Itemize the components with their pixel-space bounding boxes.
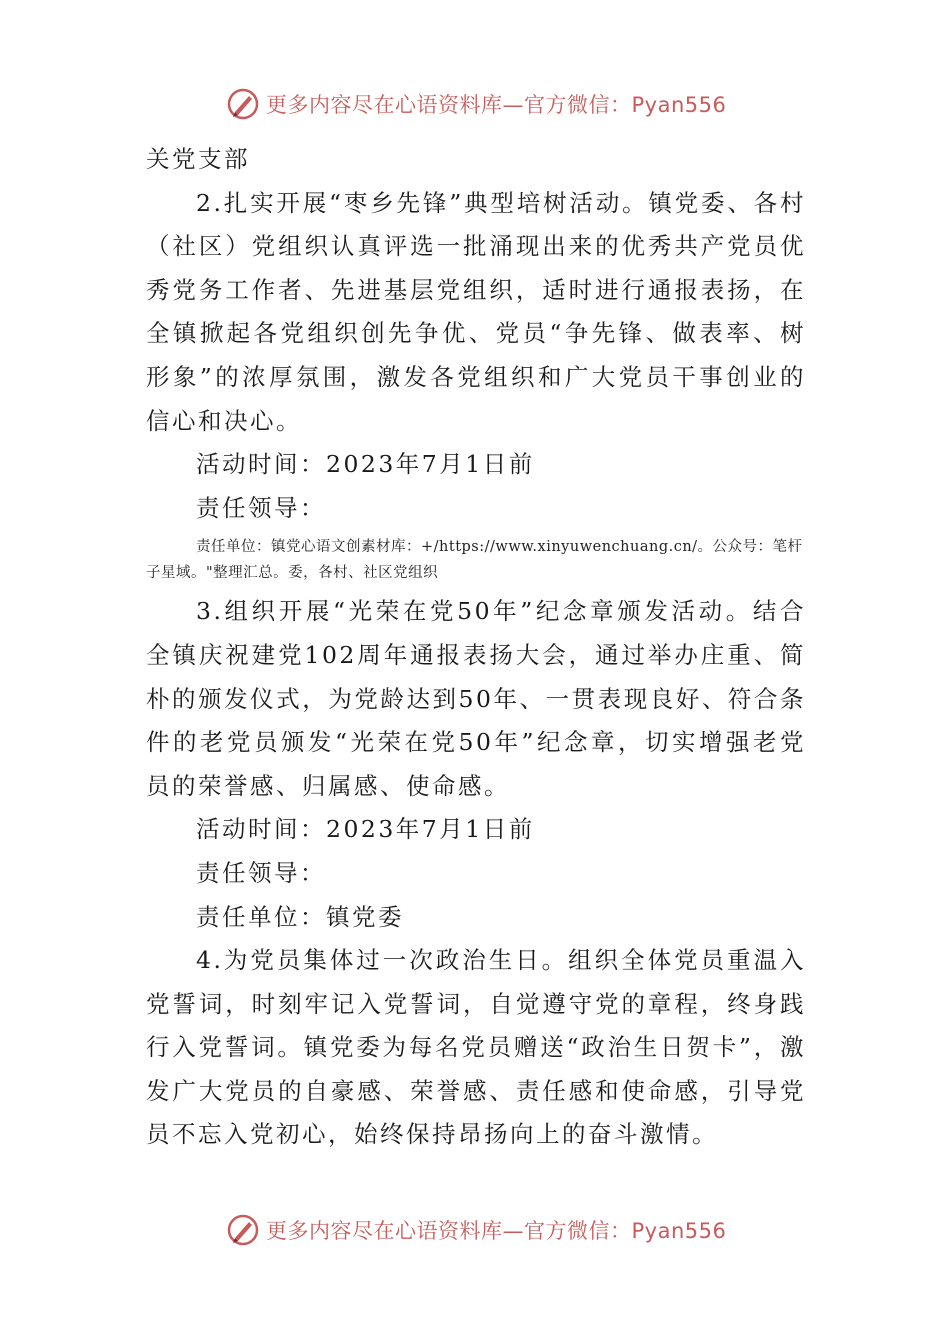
- paragraph-continuation: 关党支部: [146, 145, 250, 173]
- footer-banner: [226, 1210, 726, 1250]
- pen-logo-icon: [226, 1213, 260, 1247]
- banner-text: 更多内容尽在心语资料库—官方微信：Pyan556: [266, 1219, 727, 1243]
- activity-time: 活动时间：2023年7月1日前: [196, 815, 535, 844]
- paragraph-item-3: 3.组织开展“光荣在党50年”纪念章颁发活动。结合全镇庆祝建党102周年通报表扬大会，通过举办庄重、简朴的颁发仪式，为党龄达到50年、一贯表现良好、符合条件的老党员颁发“光荣在党50年”纪念章，切实增强老党员的荣誉感、归属感、使命感。: [146, 597, 806, 800]
- banner-text: 更多内容尽在心语资料库—官方微信：Pyan556: [266, 93, 727, 117]
- document-body: [146, 138, 806, 1157]
- pen-logo-icon: [226, 87, 260, 121]
- responsible-unit-note: 责任单位：镇党心语文创素材库：+/https://www.xinyuwenchuang.cn/。公众号：笔杆子星域。"整理汇总。委，各村、社区党组织: [146, 539, 803, 582]
- responsible-unit: 责任单位：镇党委: [196, 902, 404, 931]
- paragraph-item-2: 2.扎实开展“枣乡先锋”典型培树活动。镇党委、各村（社区）党组织认真评选一批涌现出来的优秀共产党员优秀党务工作者、先进基层党组织，适时进行通报表扬，在全镇掀起各党组织创先争优、党员“争先锋、做表率、树形象”的浓厚氛围，激发各党组织和广大党员干事创业的信心和决心。: [146, 188, 806, 435]
- responsible-leader: 责任领导：: [196, 858, 326, 887]
- header-banner: [226, 84, 726, 124]
- paragraph-item-4: 4.为党员集体过一次政治生日。组织全体党员重温入党誓词，时刻牢记入党誓词，自觉遵守党的章程，终身践行入党誓词。镇党委为每名党员赠送“政治生日贺卡”，激发广大党员的自豪感、荣誉感、责任感和使命感，引导党员不忘入党初心，始终保持昂扬向上的奋斗激情。: [146, 946, 806, 1149]
- responsible-leader: 责任领导：: [196, 493, 326, 522]
- activity-time: 活动时间：2023年7月1日前: [196, 450, 535, 479]
